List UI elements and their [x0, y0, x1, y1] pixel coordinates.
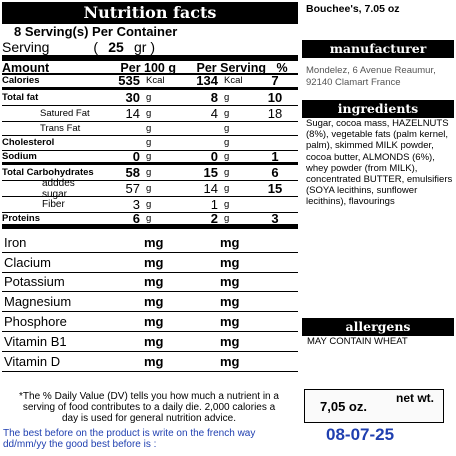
mineral-row-vitamin-b1 — [2, 332, 298, 352]
daily-value-pct: 3 — [271, 211, 279, 226]
unit-per100: g — [146, 91, 152, 103]
nutrient-name: Satured Fat — [40, 107, 90, 119]
value-perserving: 4 — [210, 105, 218, 121]
daily-value-pct: 7 — [271, 73, 279, 89]
serving-size-unit: gr ) — [134, 39, 155, 55]
unit-perserving: g — [224, 107, 230, 119]
mineral-unit-per100: mg — [144, 294, 164, 310]
nutrient-row-added-sugar — [2, 177, 298, 200]
mineral-unit-per100: mg — [144, 274, 164, 290]
value-per100: 57 — [125, 181, 140, 196]
mineral-row-potassium — [2, 273, 298, 293]
value-perserving: 14 — [203, 181, 218, 196]
mineral-unit-per100: mg — [144, 353, 164, 369]
unit-perserving: g — [224, 199, 230, 210]
daily-value-pct: 1 — [271, 148, 279, 164]
nutrient-name: Calories — [2, 75, 40, 87]
servings-per-container: 8 Serving(s) Per Container — [14, 24, 178, 39]
nutrient-row-trans-fat — [2, 122, 298, 137]
daily-value-footnote: *The % Daily Value (DV) tells you how much a nutrient in a serving of food contributes to a daily die. 2,000 calories a day is used for general nutrition advice. — [19, 391, 279, 424]
ingredients-heading: ingredients — [302, 100, 454, 118]
value-per100: 58 — [125, 165, 140, 180]
ingredients-list: Sugar, cocoa mass, HAZELNUTS (8%), vegetable fats (palm kernel, palm), skimmed MILK powder, cocoa butter, ALMONDS (6%), whey powder (from MILK), concentrated BUTTER, emulsifiers (SOYA lecithins, sunflower lecithins), flavourings — [306, 118, 453, 208]
mineral-row-iron — [2, 233, 298, 253]
nutrient-row-total-fat — [2, 90, 298, 106]
allergens-heading: allergens — [302, 318, 454, 336]
mineral-row-vitamin-d — [2, 352, 298, 372]
nutrient-row-sodium — [2, 148, 298, 166]
mineral-unit-perserving: mg — [220, 333, 240, 349]
best-before-date: 08-07-25 — [326, 425, 395, 444]
mineral-unit-per100: mg — [144, 314, 164, 330]
mineral-name: Vitamin D — [4, 353, 61, 369]
value-perserving: 8 — [210, 89, 218, 105]
unit-per100: g — [146, 183, 152, 194]
nutrient-row-saturated-fat — [2, 106, 298, 122]
value-per100: 14 — [125, 105, 140, 121]
value-per100: 0 — [132, 148, 140, 164]
nutrient-row-proteins — [2, 213, 298, 229]
best-before-note: The best before on the product is write on the french way dd/mm/yy the good best before is : — [3, 428, 256, 450]
value-perserving: 2 — [210, 211, 218, 226]
serving-size-line — [2, 39, 298, 55]
unit-per100: g — [146, 213, 152, 224]
mineral-unit-per100: mg — [144, 254, 164, 270]
unit-perserving: g — [224, 122, 230, 134]
value-perserving: 1 — [210, 197, 218, 212]
mineral-unit-perserving: mg — [220, 294, 240, 310]
value-perserving: 15 — [203, 165, 218, 180]
daily-value-pct: 18 — [267, 105, 283, 121]
allergens-text: MAY CONTAIN WHEAT — [307, 336, 408, 347]
mineral-unit-perserving: mg — [220, 254, 240, 270]
unit-per100: g — [146, 107, 152, 119]
nutrient-name: Total fat — [2, 91, 39, 103]
unit-per100: g — [146, 137, 152, 149]
minerals-list — [2, 229, 298, 372]
mineral-row-calcium — [2, 253, 298, 273]
unit-per100: g — [146, 122, 152, 134]
net-weight-box — [304, 389, 444, 423]
mineral-name: Phosphore — [4, 314, 67, 330]
daily-value-pct: 6 — [271, 165, 279, 180]
nutrition-panel — [2, 2, 298, 372]
unit-perserving: g — [224, 91, 230, 103]
header-per100: Per 100 g — [120, 61, 176, 75]
manufacturer-address: Mondelez, 6 Avenue Reaumur, 92140 Clamart France — [306, 65, 436, 88]
unit-perserving: Kcal — [224, 75, 243, 87]
header-amount: Amount — [2, 61, 50, 75]
mineral-unit-perserving: mg — [220, 314, 240, 330]
unit-per100: g — [146, 199, 152, 210]
mineral-unit-perserving: mg — [220, 353, 240, 369]
serving-label: Serving — [2, 39, 50, 55]
nutrient-name: Proteins — [2, 213, 41, 224]
mineral-unit-per100: mg — [144, 333, 164, 349]
net-weight-value: 7,05 oz. — [320, 399, 367, 414]
mineral-name: Vitamin B1 — [4, 333, 67, 349]
mineral-name: Clacium — [4, 254, 51, 270]
mineral-unit-per100: mg — [144, 234, 164, 250]
mineral-row-phosphore — [2, 312, 298, 332]
value-perserving: 134 — [196, 73, 218, 89]
header-pct: % — [276, 61, 288, 75]
nutrient-name: Total Carbohydrates — [2, 167, 94, 178]
unit-perserving: g — [224, 167, 230, 178]
nutrient-name: Cholesterol — [2, 137, 55, 149]
mineral-row-magnesium — [2, 292, 298, 312]
serving-open-paren: ( — [93, 39, 98, 55]
header-perserving: Per Serving — [196, 61, 266, 75]
nutrient-name: Sodium — [2, 150, 37, 162]
product-name: Bouchee's, 7.05 oz — [306, 3, 400, 15]
nutrient-row-calories — [2, 75, 298, 90]
value-per100: 6 — [132, 211, 140, 226]
mineral-unit-perserving: mg — [220, 234, 240, 250]
value-per100: 30 — [125, 89, 140, 105]
value-perserving: 0 — [210, 148, 218, 164]
unit-perserving: g — [224, 183, 230, 194]
mineral-name: Magnesium — [4, 294, 72, 310]
nutrient-name: Fiber — [42, 199, 65, 210]
nutrition-title: Nutrition facts — [2, 2, 298, 24]
unit-per100: g — [146, 167, 152, 178]
serving-size-value: 25 — [108, 39, 124, 55]
daily-value-pct: 15 — [267, 181, 283, 196]
net-weight-label: net wt. — [396, 391, 434, 405]
nutrient-name: adddes sugar — [42, 177, 75, 200]
manufacturer-heading: manufacturer — [302, 40, 454, 58]
unit-perserving: g — [224, 213, 230, 224]
daily-value-pct: 10 — [267, 89, 283, 105]
mineral-unit-perserving: mg — [220, 274, 240, 290]
nutrient-name: Trans Fat — [40, 122, 81, 134]
unit-per100: Kcal — [146, 75, 165, 87]
unit-per100: g — [146, 150, 152, 162]
unit-perserving: g — [224, 150, 230, 162]
mineral-name: Iron — [4, 234, 27, 250]
value-per100: 535 — [118, 73, 140, 89]
value-per100: 3 — [132, 197, 140, 212]
mineral-name: Potassium — [4, 274, 65, 290]
unit-perserving: g — [224, 137, 230, 149]
